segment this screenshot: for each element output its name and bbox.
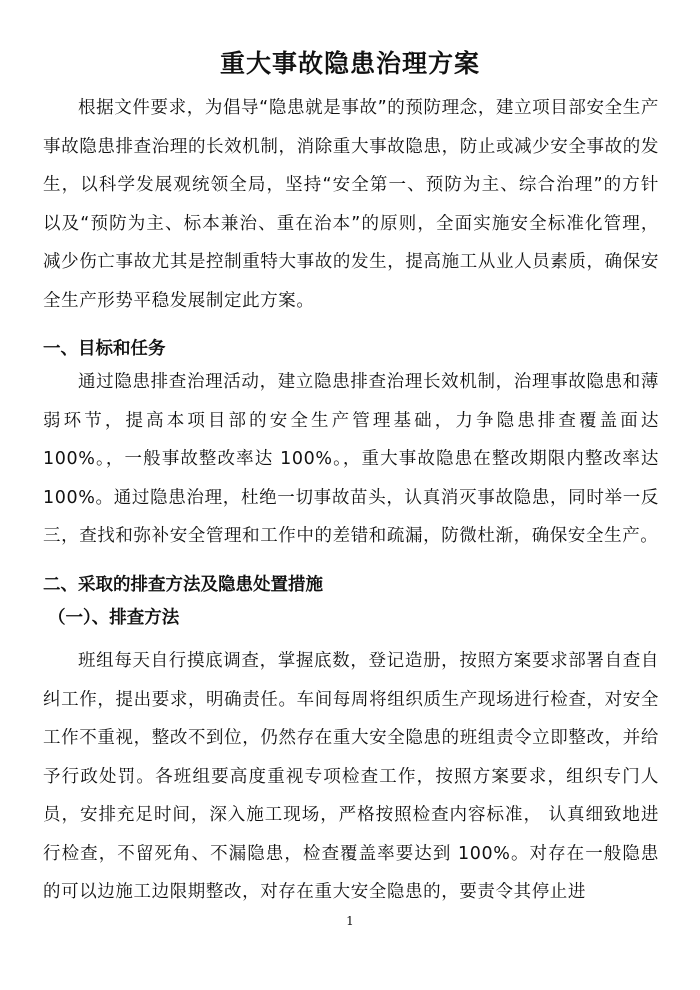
section-2-heading: 二、采取的排查方法及隐患处置措施 <box>43 575 323 595</box>
section-2-paragraph: 班组每天自行摸底调查，掌握底数，登记造册，按照方案要求部署自查自纠工作，提出要求，明确责任。车间每周将组织质生产现场进行检查，对安全工作不重视，整改不到位，仍然存在重大安全隐患的班组责令立即整改，并给予行政处罚。各班组要高度重视专项检查工作，按照方案要求，组织专门人员，安排充足时间，深入施工现场，严格按照检查内容标准， 认真细致地进行检查，不留死角、不漏隐患，检查覆盖率要达到 100%。对存在一般隐患的可以边施工边限期整改，对存在重大安全隐患的，要责令其停止进 <box>43 651 659 902</box>
document-title: 重大事故隐患治理方案 <box>219 49 480 78</box>
page-number: 1 <box>346 914 354 928</box>
section-1-heading: 一、目标和任务 <box>43 339 166 359</box>
section-1-paragraph: 通过隐患排查治理活动，建立隐患排查治理长效机制，治理事故隐患和薄弱环节，提高本项目部的安全生产管理基础，力争隐患排查覆盖面达100%。，一般事故整改率达 100%。，重大事故隐患在整改期限内整改率达100%。通过隐患治理，杜绝一切事故苗头，认真消灭事故隐患，同时举一反三，查找和弥补安全管理和工作中的差错和疏漏，防微杜渐，确保安全生产。 <box>43 372 659 546</box>
section-2-subheading: （一）、排查方法 <box>48 608 180 628</box>
intro-paragraph: 根据文件要求，为倡导“隐患就是事故”的预防理念，建立项目部安全生产事故隐患排查治理的长效机制，消除重大事故隐患，防止或减少安全事故的发生，以科学发展观统领全局，坚持“安全第一、预防为主、综合治理”的方针以及“预防为主、标本兼治、重在治本”的原则，全面实施安全标准化管理，减少伤亡事故尤其是控制重特大事故的发生，提高施工从业人员素质，确保安全生产形势平稳发展制定此方案。 <box>43 98 659 311</box>
